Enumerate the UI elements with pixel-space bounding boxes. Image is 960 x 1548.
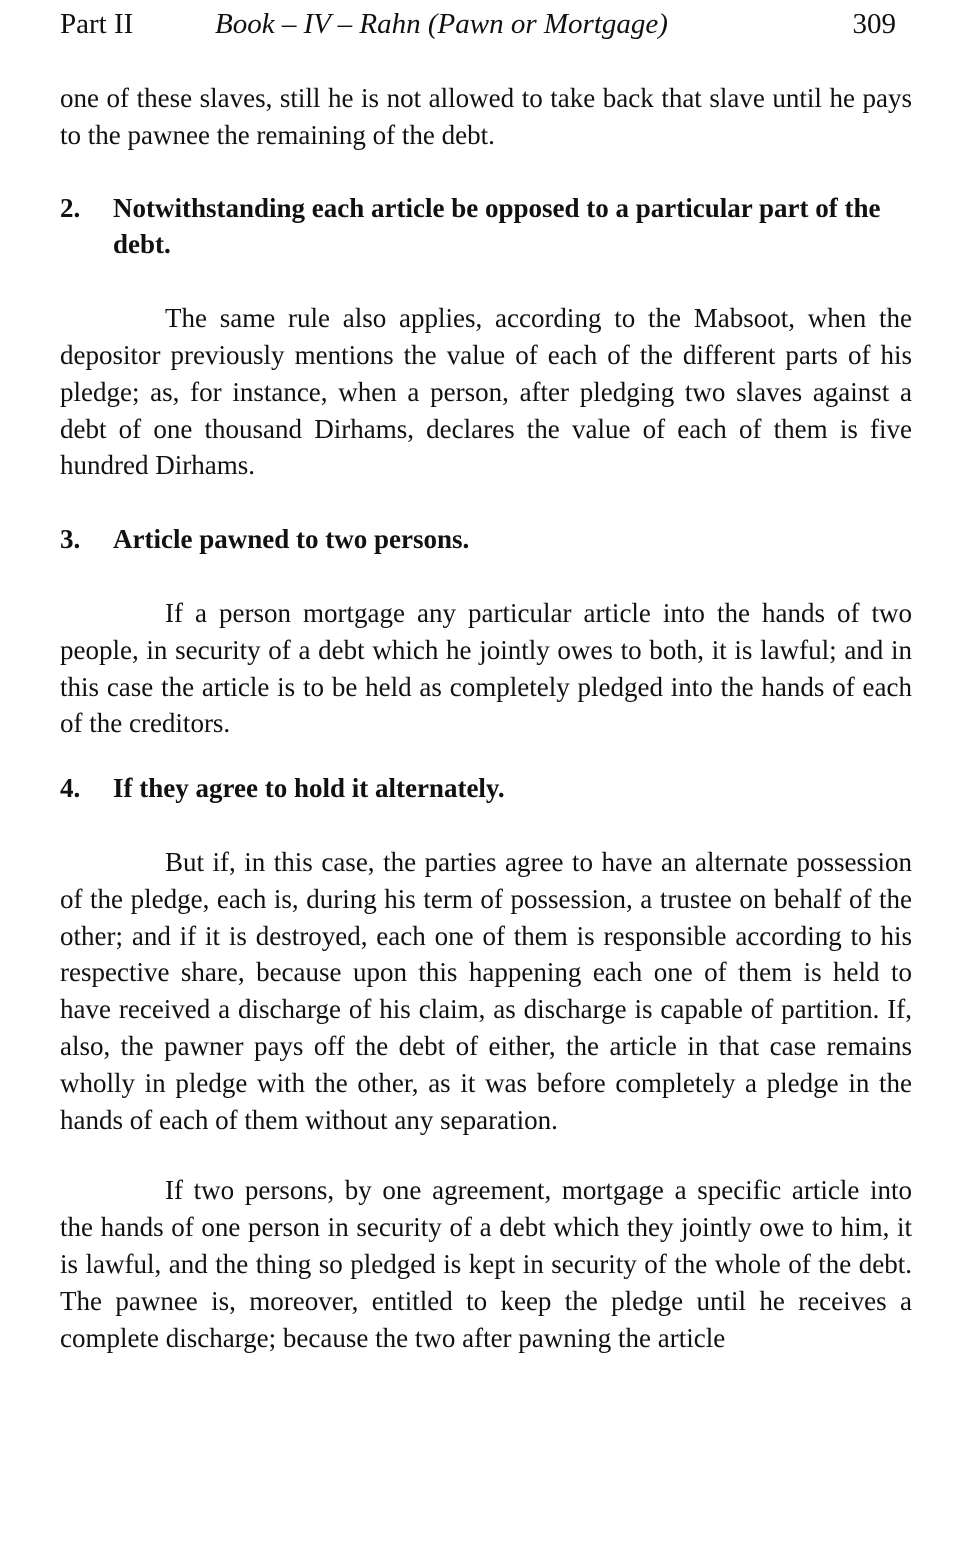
page-content	[60, 80, 912, 1356]
section-3-heading	[60, 521, 912, 558]
running-header	[60, 4, 896, 44]
section-2-paragraph: The same rule also applies, according to the Mabsoot, when the depositor previously mentions the value of each of the different parts of his pledge; as, for instance, when a person, after pledging two slaves against a debt of one thousand Dirhams, declares the value of each of them is five hundred Dirhams.	[60, 303, 912, 481]
section-2-title: Notwithstanding each article be opposed to a particular part of the debt.	[113, 192, 881, 260]
intro-paragraph: one of these slaves, still he is not allowed to take back that slave until he pays to the pawnee the remaining of the debt.	[60, 83, 912, 150]
page-number: 309	[852, 8, 896, 40]
section-4-heading	[60, 770, 912, 807]
spacer	[60, 807, 912, 844]
section-4-paragraph-2: If two persons, by one agreement, mortgage a specific article into the hands of one person in security of a debt which they jointly owe to him, it is lawful, and the thing so pledged is kept in security of the whole of the debt. The pawnee is, moreover, entitled to keep the pledge until he receives a complete discharge; because the two after pawning the article	[60, 1175, 912, 1353]
section-3-title: Article pawned to two persons.	[113, 524, 470, 555]
spacer	[60, 1138, 912, 1172]
section-4-number: 4.	[60, 773, 81, 804]
spacer	[60, 263, 912, 300]
section-3-number: 3.	[60, 524, 81, 555]
section-2-number: 2.	[60, 192, 81, 223]
header-part: Part II	[60, 8, 134, 40]
section-2-heading	[60, 190, 912, 264]
section-3-paragraph: If a person mortgage any particular article into the hands of two people, in security of a debt which he jointly owes to both, it is lawful; and in this case the article is to be held as completely pledged into the hands of each of the creditors.	[60, 597, 912, 739]
header-title: Book – IV – Rahn (Pawn or Mortgage)	[215, 8, 668, 40]
section-4-title: If they agree to hold it alternately.	[113, 773, 505, 804]
spacer	[60, 154, 912, 190]
spacer	[60, 484, 912, 521]
section-4-paragraph-1: But if, in this case, the parties agree to have an alternate possession of the pledge, each is, during his term of possession, a trustee on behalf of the other; and if it is destroyed, each one of them is responsible according to his respective share, because upon this happening each one of them is held to have received a discharge of his claim, as discharge is capable of partition. If, also, the pawner pays off the debt of either, the article in that case remains wholly in pledge with the other, as it was before completely a pledge in the hands of each of them without any separation.	[60, 846, 912, 1135]
spacer	[60, 742, 912, 770]
spacer	[60, 558, 912, 595]
